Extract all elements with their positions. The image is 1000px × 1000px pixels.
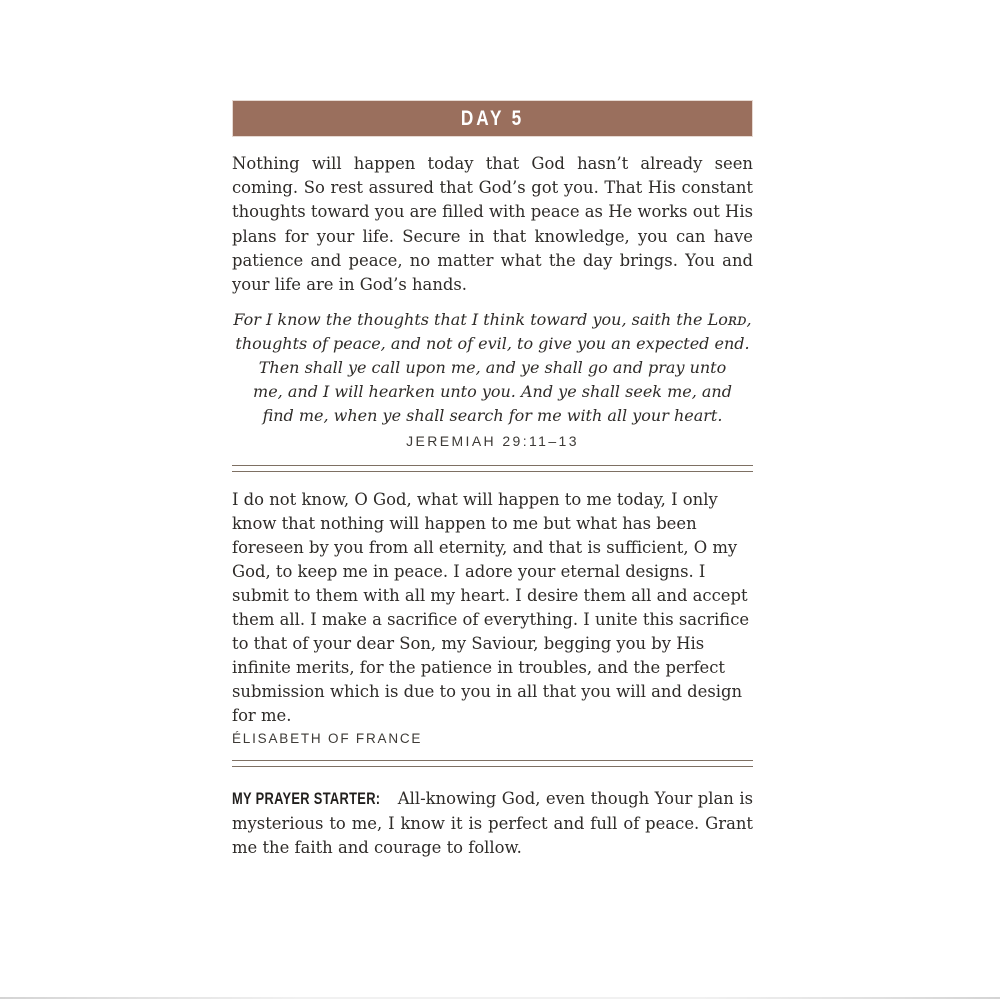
- scripture-line: Then shall ye call upon me, and ye shall go and pray unto: [258, 358, 727, 378]
- scripture-block: [232, 308, 753, 449]
- day-banner-label: DAY 5: [460, 106, 525, 130]
- prayer-starter-label: MY PRAYER STARTER:: [232, 790, 381, 809]
- quote-paragraph: I do not know, O God, what will happen to me today, I only know that nothing will happen to me but what has been foreseen by you from all eternity, and that is sufficient, O my God, to keep me in peace. I adore your eternal designs. I submit to them with all my heart. I desire them all and accept them all. I make a sacrifice of everything. I unite this sacrifice to that of your dear Son, my Saviour, begging you by His infinite merits, for the patience in troubles, and the perfect submission which is due to you in all that you will and design for me.: [232, 490, 750, 726]
- day-banner: [232, 100, 753, 137]
- prayer-starter-paragraph: [232, 787, 753, 859]
- page-content: [232, 100, 753, 860]
- scripture-line: For I know the thoughts that I think toward you, saith the Lᴏʀᴅ,: [233, 310, 752, 330]
- scripture-line: find me, when ye shall search for me with all your heart.: [262, 406, 723, 426]
- scripture-line: me, and I will hearken unto you. And ye shall seek me, and: [253, 382, 732, 402]
- page-bottom-edge: [0, 997, 1000, 999]
- quote-attribution: ÉLISABETH OF FRANCE: [232, 731, 423, 747]
- double-rule-divider: [232, 760, 753, 767]
- intro-paragraph: Nothing will happen today that God hasn’t already seen coming. So rest assured that God’s got you. That His constant thoughts toward you are filled with peace as He works out His plans for your life. Secure in that knowledge, you can have patience and peace, no matter what the day brings. You and your life are in God’s hands.: [232, 154, 753, 295]
- double-rule-divider: [232, 465, 753, 472]
- scripture-reference: JEREMIAH 29:11–13: [406, 433, 579, 450]
- prayer-starter-text: All-knowing God, even though Your plan is mysterious to me, I know it is perfect and full of peace. Grant me the faith and courage to follow.: [232, 789, 753, 857]
- scripture-line: thoughts of peace, and not of evil, to give you an expected end.: [235, 334, 750, 354]
